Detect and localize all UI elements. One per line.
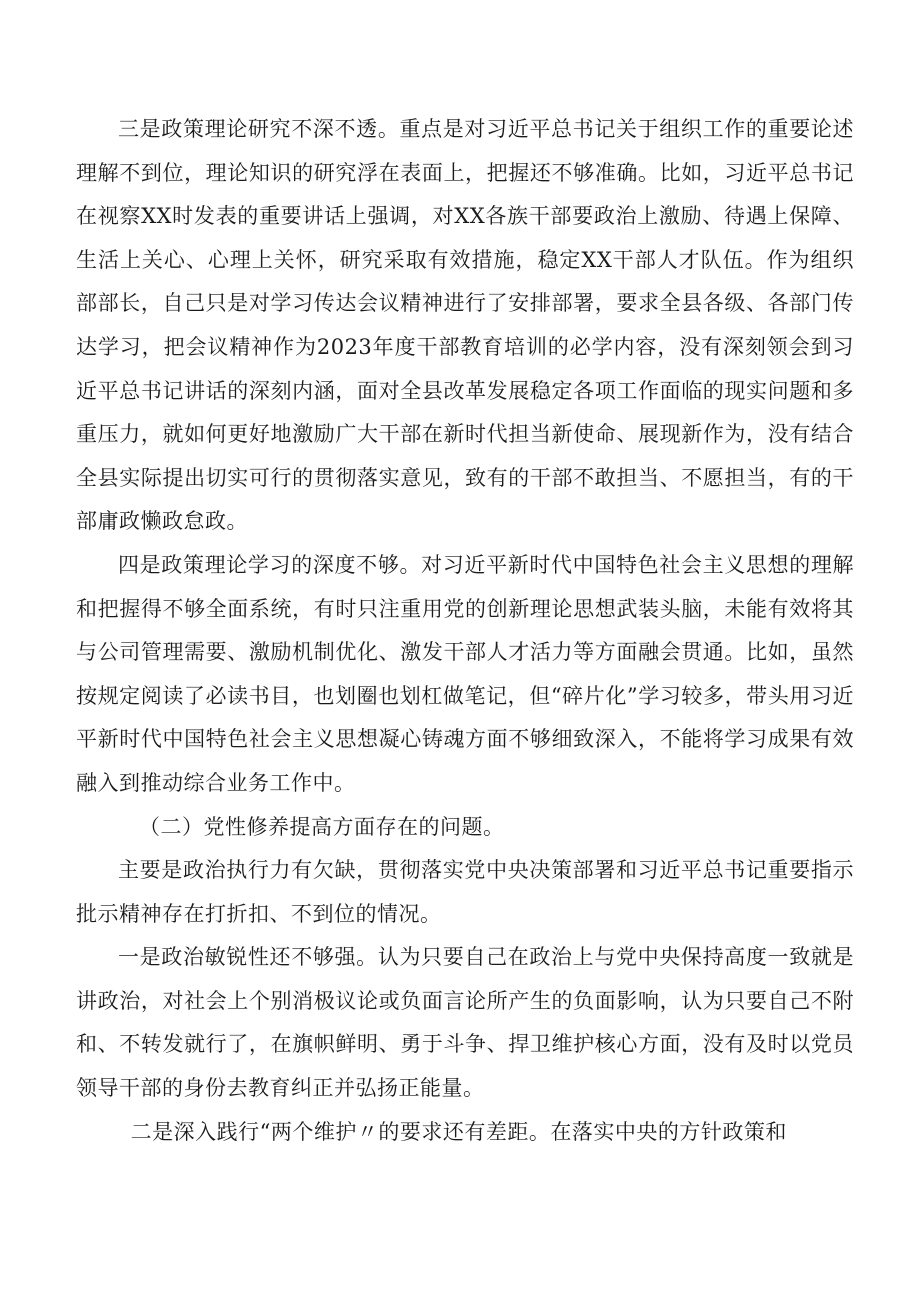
paragraph-political-sensitivity: 一是政治敏锐性还不够强。认为只要自己在政治上与党中央保持高度一致就是讲政治，对社会上个别消极议论或负面言论所产生的负面影响，认为只要自己不附和、不转发就行了，在旗帜鲜明、勇于斗争、捍卫维护核心方面，没有及时以党员领导干部的身份去教育纠正并弘扬正能量。 <box>76 945 854 1101</box>
paragraph-political-execution: 主要是政治执行力有欠缺，贯彻落实党中央决策部署和习近平总书记重要指示批示精神存在打折扣、不到位的情况。 <box>76 858 854 926</box>
paragraph-policy-theory-research: 三是政策理论研究不深不透。重点是对习近平总书记关于组织工作的重要论述理解不到位，理论知识的研究浮在表面上，把握还不够准确。比如，习近平总书记在视察XX时发表的重要讲话上强调，对XX各族干部要政治上激励、待遇上保障、生活上关心、心理上关怀，研究采取有效措施，稳定XX干部人才队伍。作为组织部部长，自己只是对学习传达会议精神进行了安排部署，要求全县各级、各部门传达学习，把会议精神作为2023年度干部教育培训的必学内容，没有深刻领会到习近平总书记讲话的深刻内涵，面对全县改革发展稳定各项工作面临的现实问题和多重压力，就如何更好地激励广大干部在新时代担当新使命、展现新作为，没有结合全县实际提出切实可行的贯彻落实意见，致有的干部不敢担当、不愿担当，有的干部庸政懒政怠政。 <box>76 117 854 534</box>
document-body <box>76 108 854 1154</box>
paragraph-two-safeguards: 二是深入践行“两个维护〃的要求还有差距。在落实中央的方针政策和 <box>130 1119 787 1144</box>
section-heading-party-spirit: （二）党性修养提高方面存在的问题。 <box>139 814 505 839</box>
paragraph-policy-theory-study: 四是政策理论学习的深度不够。对习近平新时代中国特色社会主义思想的理解和把握得不够全面系统，有时只注重用党的创新理论思想武装头脑，未能有效将其与公司管理需要、激励机制优化、激发干部人才活力等方面融会贯通。比如，虽然按规定阅读了必读书目，也划圈也划杠做笔记，但“碎片化”学习较多，带头用习近平新时代中国特色社会主义思想凝心铸魂方面不够细致深入，不能将学习成果有效融入到推动综合业务工作中。 <box>76 552 854 795</box>
